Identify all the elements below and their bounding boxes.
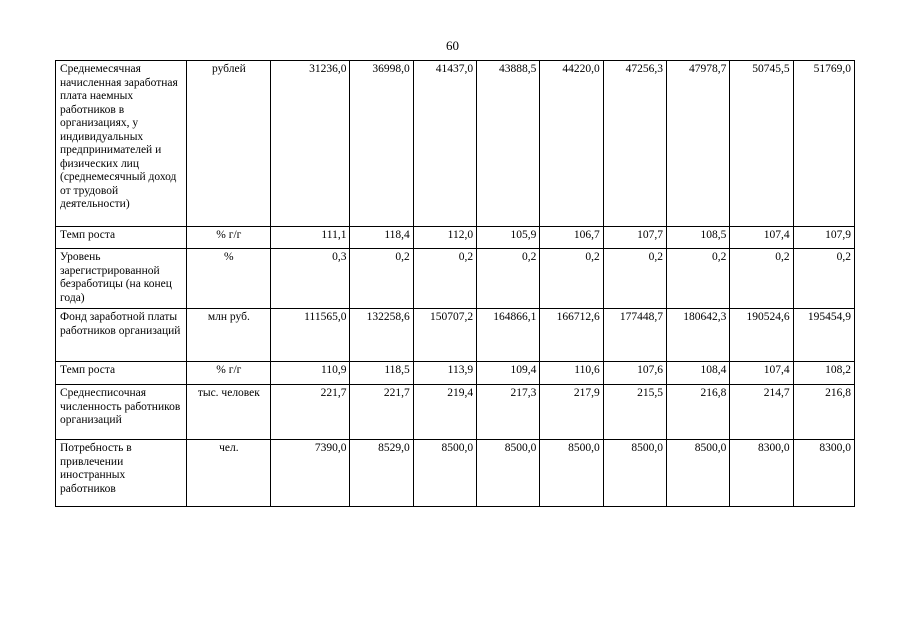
value-cell: 8500,0 — [540, 440, 603, 507]
value-cell: 216,8 — [667, 385, 730, 440]
table-row — [56, 362, 855, 385]
value-cell: 0,2 — [667, 249, 730, 309]
table-row — [56, 61, 855, 227]
value-cell: 112,0 — [413, 227, 476, 249]
value-cell: 50745,5 — [730, 61, 793, 227]
value-cell: 195454,9 — [793, 309, 854, 362]
value-cell: 0,2 — [730, 249, 793, 309]
value-cell: 7390,0 — [271, 440, 350, 507]
page-number: 60 — [446, 38, 459, 53]
value-cell: 221,7 — [271, 385, 350, 440]
row-unit: % г/г — [186, 362, 270, 385]
value-cell: 44220,0 — [540, 61, 603, 227]
value-cell: 108,5 — [667, 227, 730, 249]
table-row — [56, 309, 855, 362]
value-cell: 118,5 — [350, 362, 413, 385]
value-cell: 0,2 — [793, 249, 854, 309]
value-cell: 106,7 — [540, 227, 603, 249]
value-cell: 108,2 — [793, 362, 854, 385]
statistics-table — [55, 60, 855, 507]
table-row — [56, 249, 855, 309]
row-label: Уровень зарегистрированной безработицы (на конец года) — [56, 249, 187, 309]
value-cell: 132258,6 — [350, 309, 413, 362]
value-cell: 110,6 — [540, 362, 603, 385]
value-cell: 108,4 — [667, 362, 730, 385]
value-cell: 215,5 — [603, 385, 666, 440]
value-cell: 8500,0 — [477, 440, 540, 507]
row-label: Среднесписочная численность работников организаций — [56, 385, 187, 440]
row-unit: млн руб. — [186, 309, 270, 362]
value-cell: 0,2 — [540, 249, 603, 309]
table-row — [56, 440, 855, 507]
value-cell: 111565,0 — [271, 309, 350, 362]
value-cell: 47256,3 — [603, 61, 666, 227]
value-cell: 0,2 — [413, 249, 476, 309]
value-cell: 180642,3 — [667, 309, 730, 362]
value-cell: 110,9 — [271, 362, 350, 385]
value-cell: 107,7 — [603, 227, 666, 249]
value-cell: 118,4 — [350, 227, 413, 249]
value-cell: 47978,7 — [667, 61, 730, 227]
row-label: Среднемесячная начисленная заработная плата наемных работников в организациях, у индивидуальных предпринимателей и физических лиц (среднемесячный доход от трудовой деятельности) — [56, 61, 187, 227]
value-cell: 0,2 — [350, 249, 413, 309]
value-cell: 217,9 — [540, 385, 603, 440]
value-cell: 221,7 — [350, 385, 413, 440]
value-cell: 8500,0 — [603, 440, 666, 507]
value-cell: 217,3 — [477, 385, 540, 440]
value-cell: 8300,0 — [730, 440, 793, 507]
value-cell: 51769,0 — [793, 61, 854, 227]
value-cell: 113,9 — [413, 362, 476, 385]
value-cell: 164866,1 — [477, 309, 540, 362]
value-cell: 107,9 — [793, 227, 854, 249]
value-cell: 43888,5 — [477, 61, 540, 227]
value-cell: 177448,7 — [603, 309, 666, 362]
table-body — [56, 61, 855, 507]
row-unit: рублей — [186, 61, 270, 227]
row-unit: % — [186, 249, 270, 309]
value-cell: 166712,6 — [540, 309, 603, 362]
row-label: Фонд заработной платы работников организаций — [56, 309, 187, 362]
value-cell: 150707,2 — [413, 309, 476, 362]
value-cell: 105,9 — [477, 227, 540, 249]
value-cell: 111,1 — [271, 227, 350, 249]
value-cell: 0,3 — [271, 249, 350, 309]
value-cell: 107,4 — [730, 362, 793, 385]
value-cell: 219,4 — [413, 385, 476, 440]
table-row — [56, 227, 855, 249]
value-cell: 8500,0 — [667, 440, 730, 507]
row-unit: чел. — [186, 440, 270, 507]
row-label: Темп роста — [56, 227, 187, 249]
value-cell: 8529,0 — [350, 440, 413, 507]
value-cell: 214,7 — [730, 385, 793, 440]
value-cell: 31236,0 — [271, 61, 350, 227]
value-cell: 107,4 — [730, 227, 793, 249]
table-row — [56, 385, 855, 440]
row-unit: тыс. человек — [186, 385, 270, 440]
value-cell: 41437,0 — [413, 61, 476, 227]
row-label: Потребность в привлечении иностранных работников — [56, 440, 187, 507]
value-cell: 107,6 — [603, 362, 666, 385]
value-cell: 0,2 — [477, 249, 540, 309]
value-cell: 109,4 — [477, 362, 540, 385]
value-cell: 36998,0 — [350, 61, 413, 227]
value-cell: 8500,0 — [413, 440, 476, 507]
value-cell: 216,8 — [793, 385, 854, 440]
value-cell: 190524,6 — [730, 309, 793, 362]
value-cell: 8300,0 — [793, 440, 854, 507]
value-cell: 0,2 — [603, 249, 666, 309]
row-unit: % г/г — [186, 227, 270, 249]
row-label: Темп роста — [56, 362, 187, 385]
